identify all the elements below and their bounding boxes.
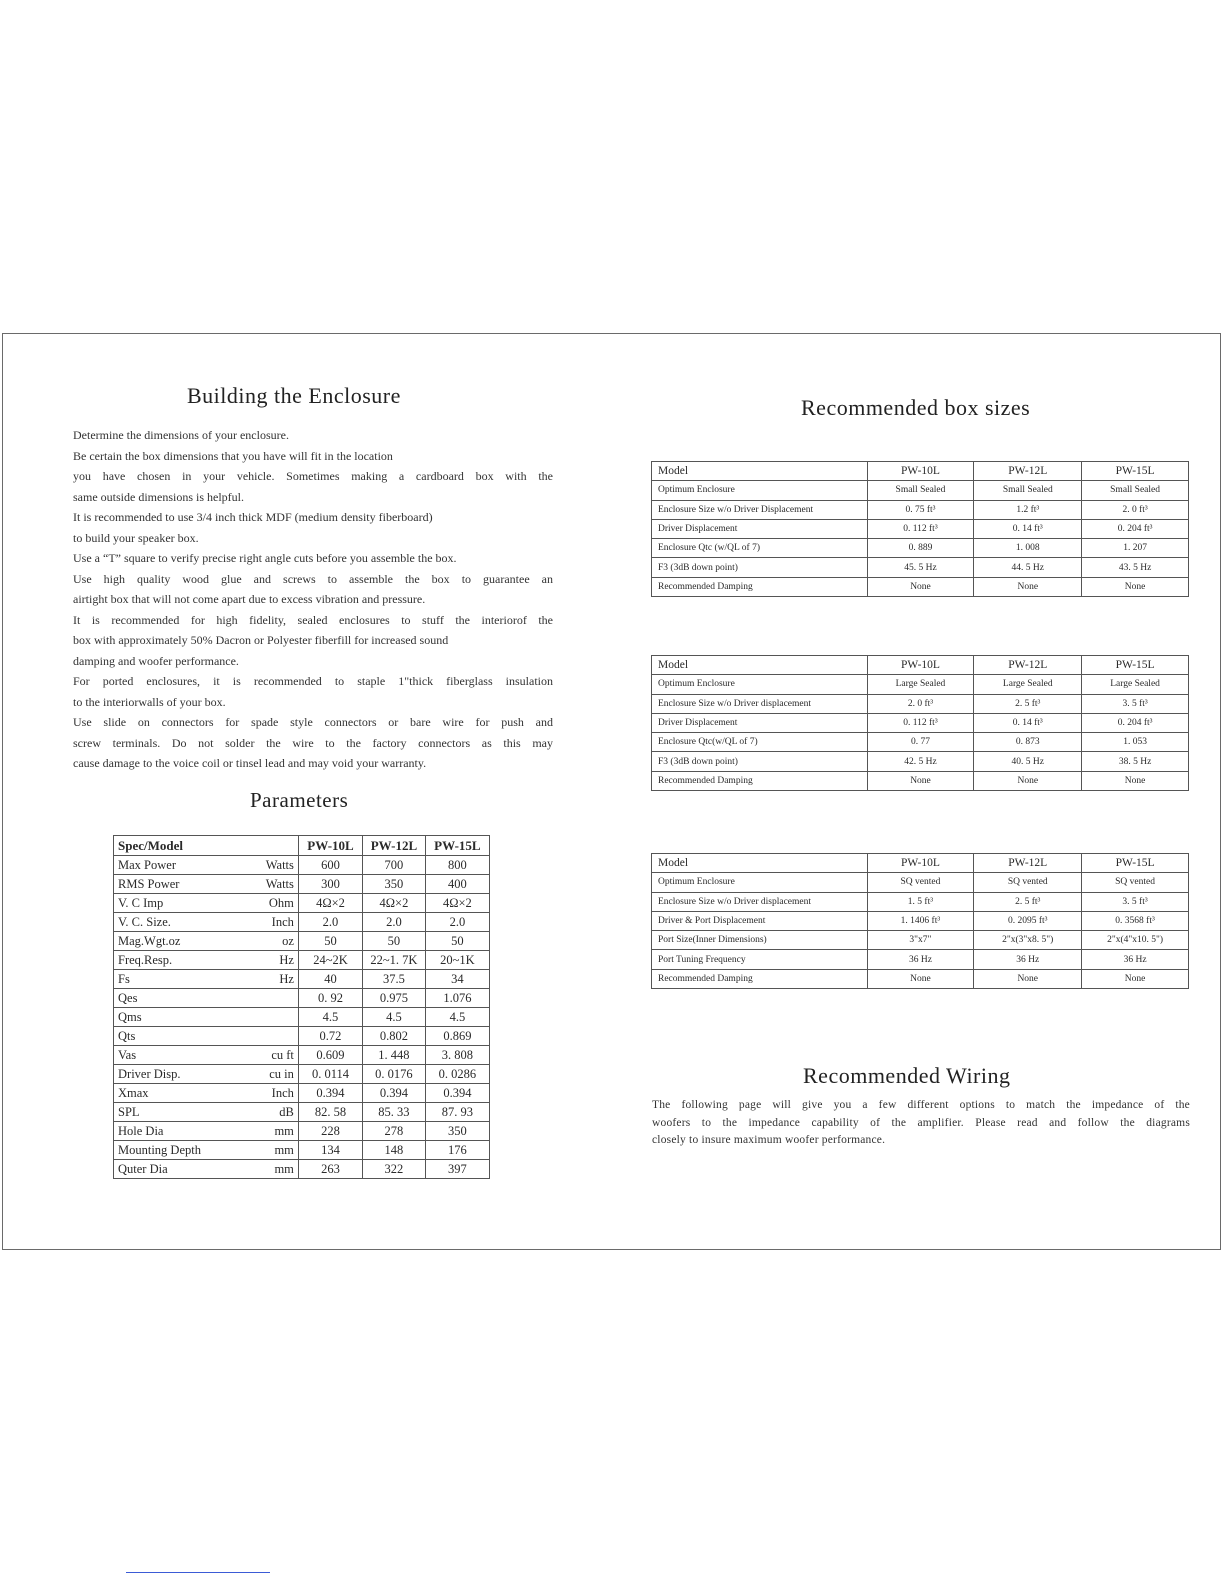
row-value: 0. 112 ft³	[867, 519, 974, 538]
spec-value: 37.5	[363, 970, 426, 989]
spec-value: 2.0	[298, 913, 362, 932]
table-row	[114, 932, 490, 951]
row-value: 0. 204 ft³	[1082, 713, 1189, 732]
row-value: 45. 5 Hz	[867, 558, 974, 577]
instruction-line: It is recommended to use 3/4 inch thick MDF (medium density fiberboard)	[73, 510, 433, 524]
row-value: 0. 2095 ft³	[974, 911, 1082, 930]
header-cell: Model	[652, 462, 868, 481]
header-cell: PW-15L	[1082, 656, 1189, 675]
instruction-line: For ported enclosures, it is recommended to staple 1"thick fiberglass insulation	[73, 674, 553, 688]
spec-value: 263	[298, 1160, 362, 1179]
wiring-line: closely to insure maximum woofer performance.	[652, 1134, 886, 1146]
spec-value: 0.394	[425, 1084, 489, 1103]
row-value: 0. 14 ft³	[974, 519, 1082, 538]
spec-unit: Hz	[248, 970, 299, 989]
spec-unit: Inch	[248, 1084, 299, 1103]
row-value: 2"x(3"x8. 5")	[974, 931, 1082, 950]
spec-label: Qes	[114, 989, 299, 1008]
spec-value: 0.609	[298, 1046, 362, 1065]
spec-value: 228	[298, 1122, 362, 1141]
row-value: 0. 77	[867, 733, 974, 752]
row-value: 2. 5 ft³	[974, 694, 1082, 713]
spec-unit: mm	[248, 1160, 299, 1179]
header-cell: Model	[652, 854, 868, 873]
row-label: Port Size(Inner Dimensions)	[652, 931, 868, 950]
wiring-description	[652, 1097, 1190, 1150]
spec-value: 1. 448	[363, 1046, 426, 1065]
parameters-table	[113, 835, 490, 1179]
table-header-row	[114, 836, 490, 856]
header-cell: PW-10L	[867, 656, 974, 675]
table-row	[114, 894, 490, 913]
instruction-line: damping and woofer performance.	[73, 653, 239, 668]
row-value: Small Sealed	[974, 481, 1082, 500]
spec-value: 85. 33	[363, 1103, 426, 1122]
spec-value: 278	[363, 1122, 426, 1141]
spec-label: SPL	[114, 1103, 248, 1122]
spec-label: Vas	[114, 1046, 248, 1065]
row-label: F3 (3dB down point)	[652, 558, 868, 577]
header-model: PW-12L	[363, 836, 426, 856]
table-row	[114, 1065, 490, 1084]
wiring-line: The following page will give you a few different options to match the impedance of the	[652, 1099, 1190, 1111]
instruction-line: Use high quality wood glue and screws to assemble the box to guarantee an	[73, 571, 553, 586]
row-value: 0. 14 ft³	[974, 713, 1082, 732]
header-cell: PW-15L	[1082, 462, 1189, 481]
table-row	[114, 875, 490, 894]
row-label: Recommended Damping	[652, 577, 868, 596]
row-value: Large Sealed	[867, 675, 974, 694]
spec-value: 176	[425, 1141, 489, 1160]
table-row	[114, 951, 490, 970]
instruction-line: you have chosen in your vehicle. Sometimes making a cardboard box with the	[73, 469, 553, 483]
table-row	[114, 1160, 490, 1179]
instruction-line: same outside dimensions is helpful.	[73, 489, 244, 504]
row-value: None	[974, 771, 1082, 790]
spec-value: 2.0	[425, 913, 489, 932]
spec-unit: Watts	[248, 856, 299, 875]
spec-unit: mm	[248, 1122, 299, 1141]
spec-value: 3. 808	[425, 1046, 489, 1065]
row-label: Enclosure Size w/o Driver displacement	[652, 892, 868, 911]
row-value: None	[867, 771, 974, 790]
row-value: SQ vented	[974, 873, 1082, 892]
spec-value: 322	[363, 1160, 426, 1179]
spec-value: 0.394	[298, 1084, 362, 1103]
spec-label: Qts	[114, 1027, 299, 1046]
row-label: Optimum Enclosure	[652, 675, 868, 694]
row-value: 43. 5 Hz	[1082, 558, 1189, 577]
instruction-line: screw terminals. Do not solder the wire to the factory connectors as this may	[73, 735, 553, 750]
table-row	[652, 931, 1189, 950]
header-cell: PW-10L	[867, 854, 974, 873]
spec-label: Quter Dia	[114, 1160, 248, 1179]
row-value: 40. 5 Hz	[974, 752, 1082, 771]
box-sizes-title: Recommended box sizes	[801, 395, 1031, 420]
header-cell: PW-12L	[974, 656, 1082, 675]
table-row	[652, 873, 1189, 892]
row-value: 1. 1406 ft³	[867, 911, 974, 930]
row-label: Driver & Port Displacement	[652, 911, 868, 930]
row-value: Small Sealed	[867, 481, 974, 500]
spec-value: 0. 0114	[298, 1065, 362, 1084]
row-value: Large Sealed	[974, 675, 1082, 694]
table-row	[652, 733, 1189, 752]
table-row	[114, 1103, 490, 1122]
table-row	[652, 950, 1189, 969]
table-row	[114, 989, 490, 1008]
spec-value: 0. 0176	[363, 1065, 426, 1084]
spec-value: 40	[298, 970, 362, 989]
spec-value: 82. 58	[298, 1103, 362, 1122]
spec-label: V. C. Size.	[114, 913, 248, 932]
spec-unit: cu in	[248, 1065, 299, 1084]
spec-label: Qms	[114, 1008, 299, 1027]
table-row	[652, 500, 1189, 519]
spec-label: Freq.Resp.	[114, 951, 248, 970]
table-row	[114, 970, 490, 989]
table-row	[114, 1027, 490, 1046]
row-value: 0. 204 ft³	[1082, 519, 1189, 538]
row-value: 2. 0 ft³	[1082, 500, 1189, 519]
row-value: None	[1082, 969, 1189, 988]
row-value: 1. 5 ft³	[867, 892, 974, 911]
instruction-line: to the interiorwalls of your box.	[73, 694, 226, 709]
table-row	[652, 892, 1189, 911]
table-row	[652, 558, 1189, 577]
row-value: None	[974, 969, 1082, 988]
row-label: Enclosure Size w/o Driver displacement	[652, 694, 868, 713]
table-row	[114, 913, 490, 932]
instruction-line: Be certain the box dimensions that you have will fit in the location	[73, 448, 393, 463]
row-value: 1. 008	[974, 539, 1082, 558]
header-cell: Model	[652, 656, 868, 675]
row-label: Optimum Enclosure	[652, 873, 868, 892]
spec-value: 148	[363, 1141, 426, 1160]
row-value: SQ vented	[1082, 873, 1189, 892]
row-label: Recommended Damping	[652, 771, 868, 790]
row-value: None	[867, 969, 974, 988]
table-row	[652, 519, 1189, 538]
spec-value: 800	[425, 856, 489, 875]
row-value: 1. 207	[1082, 539, 1189, 558]
table-row	[652, 481, 1189, 500]
instruction-line: Determine the dimensions of your enclosure.	[73, 428, 289, 442]
header-cell: PW-15L	[1082, 854, 1189, 873]
row-value: None	[974, 577, 1082, 596]
row-value: 36 Hz	[974, 950, 1082, 969]
row-value: 0. 112 ft³	[867, 713, 974, 732]
enclosure-title: Building the Enclosure	[187, 383, 401, 408]
link-underline	[126, 1572, 270, 1573]
row-value: None	[1082, 771, 1189, 790]
table-row	[652, 713, 1189, 732]
row-label: Optimum Enclosure	[652, 481, 868, 500]
row-value: 36 Hz	[867, 950, 974, 969]
spec-value: 50	[425, 932, 489, 951]
instruction-line: Use slide on connectors for spade style connectors or bare wire for push and	[73, 715, 553, 729]
spec-unit: Ohm	[248, 894, 299, 913]
row-label: F3 (3dB down point)	[652, 752, 868, 771]
row-label: Driver Displacement	[652, 519, 868, 538]
spec-label: Hole Dia	[114, 1122, 248, 1141]
parameters-title: Parameters	[250, 788, 349, 812]
spec-value: 0. 92	[298, 989, 362, 1008]
spec-value: 0.802	[363, 1027, 426, 1046]
instruction-line: Use a “T” square to verify precise right angle cuts before you assemble the box.	[73, 551, 457, 565]
spec-value: 134	[298, 1141, 362, 1160]
spec-value: 700	[363, 856, 426, 875]
table-header-row	[652, 656, 1189, 675]
enclosure-instructions	[73, 425, 553, 774]
spec-label: Mag.Wgt.oz	[114, 932, 248, 951]
row-value: 2. 0 ft³	[867, 694, 974, 713]
table-row	[652, 577, 1189, 596]
spec-label: Mounting Depth	[114, 1141, 248, 1160]
spec-value: 350	[363, 875, 426, 894]
spec-value: 397	[425, 1160, 489, 1179]
table-row	[114, 856, 490, 875]
header-model: PW-15L	[425, 836, 489, 856]
spec-value: 0.975	[363, 989, 426, 1008]
table-header-row	[652, 462, 1189, 481]
table-row	[114, 1122, 490, 1141]
spec-unit: Watts	[248, 875, 299, 894]
row-label: Enclosure Size w/o Driver Displacement	[652, 500, 868, 519]
instruction-line: cause damage to the voice coil or tinsel lead and may void your warranty.	[73, 756, 427, 770]
spec-label: Xmax	[114, 1084, 248, 1103]
spec-value: 400	[425, 875, 489, 894]
spec-value: 600	[298, 856, 362, 875]
row-value: 0. 75 ft³	[867, 500, 974, 519]
spec-label: RMS Power	[114, 875, 248, 894]
box-size-table-small-sealed	[651, 461, 1189, 597]
spec-value: 4.5	[363, 1008, 426, 1027]
box-size-table-large-sealed	[651, 655, 1189, 791]
table-row	[652, 771, 1189, 790]
table-row	[652, 539, 1189, 558]
row-value: 0. 873	[974, 733, 1082, 752]
row-value: 36 Hz	[1082, 950, 1189, 969]
row-value: 0. 3568 ft³	[1082, 911, 1189, 930]
table-row	[114, 1084, 490, 1103]
row-value: 2"x(4"x10. 5")	[1082, 931, 1189, 950]
spec-value: 0. 0286	[425, 1065, 489, 1084]
row-value: Large Sealed	[1082, 675, 1189, 694]
instruction-line: box with approximately 50% Dacron or Polyester fiberfill for increased sound	[73, 633, 449, 647]
spec-value: 4Ω×2	[363, 894, 426, 913]
spec-value: 4Ω×2	[425, 894, 489, 913]
spec-value: 0.394	[363, 1084, 426, 1103]
row-label: Port Tuning Frequency	[652, 950, 868, 969]
row-value: 2. 5 ft³	[974, 892, 1082, 911]
wiring-line: woofers to the impedance capability of the amplifier. Please read and follow the diagrams	[652, 1116, 1190, 1129]
spec-value: 300	[298, 875, 362, 894]
spec-value: 0.869	[425, 1027, 489, 1046]
spec-value: 24~2K	[298, 951, 362, 970]
table-row	[652, 752, 1189, 771]
table-row	[114, 1008, 490, 1027]
table-row	[652, 675, 1189, 694]
row-value: 0. 889	[867, 539, 974, 558]
spec-value: 0.72	[298, 1027, 362, 1046]
table-row	[652, 969, 1189, 988]
row-value: None	[867, 577, 974, 596]
row-value: 44. 5 Hz	[974, 558, 1082, 577]
instruction-line: It is recommended for high fidelity, sealed enclosures to stuff the interiorof the	[73, 612, 553, 627]
spec-unit: cu ft	[248, 1046, 299, 1065]
row-value: None	[1082, 577, 1189, 596]
spec-value: 20~1K	[425, 951, 489, 970]
header-cell: PW-10L	[867, 462, 974, 481]
instruction-line: airtight box that will not come apart due to excess vibration and pressure.	[73, 592, 426, 606]
spec-label: Max Power	[114, 856, 248, 875]
instruction-line: to build your speaker box.	[73, 530, 199, 545]
header-spec: Spec/Model	[114, 836, 299, 856]
spec-unit: mm	[248, 1141, 299, 1160]
spec-value: 4.5	[298, 1008, 362, 1027]
table-row	[114, 1141, 490, 1160]
header-cell: PW-12L	[974, 854, 1082, 873]
spec-value: 1.076	[425, 989, 489, 1008]
spec-value: 2.0	[363, 913, 426, 932]
spec-unit: Inch	[248, 913, 299, 932]
row-value: SQ vented	[867, 873, 974, 892]
row-value: 3"x7"	[867, 931, 974, 950]
table-header-row	[652, 854, 1189, 873]
spec-label: Fs	[114, 970, 248, 989]
row-value: 3. 5 ft³	[1082, 892, 1189, 911]
spec-value: 34	[425, 970, 489, 989]
row-value: 42. 5 Hz	[867, 752, 974, 771]
table-row	[652, 694, 1189, 713]
spec-unit: Hz	[248, 951, 299, 970]
spec-value: 50	[298, 932, 362, 951]
spec-unit: oz	[248, 932, 299, 951]
row-value: 3. 5 ft³	[1082, 694, 1189, 713]
row-label: Enclosure Qtc(w/QL of 7)	[652, 733, 868, 752]
spec-value: 22~1. 7K	[363, 951, 426, 970]
spec-value: 350	[425, 1122, 489, 1141]
row-label: Enclosure Qtc (w/QL of 7)	[652, 539, 868, 558]
spec-value: 87. 93	[425, 1103, 489, 1122]
row-value: Small Sealed	[1082, 481, 1189, 500]
row-label: Recommended Damping	[652, 969, 868, 988]
spec-label: Driver Disp.	[114, 1065, 248, 1084]
table-row	[652, 911, 1189, 930]
spec-value: 4.5	[425, 1008, 489, 1027]
header-model: PW-10L	[298, 836, 362, 856]
wiring-title: Recommended Wiring	[803, 1063, 1011, 1088]
header-cell: PW-12L	[974, 462, 1082, 481]
spec-unit: dB	[248, 1103, 299, 1122]
row-value: 1. 053	[1082, 733, 1189, 752]
row-label: Driver Displacement	[652, 713, 868, 732]
table-row	[114, 1046, 490, 1065]
row-value: 1.2 ft³	[974, 500, 1082, 519]
spec-value: 4Ω×2	[298, 894, 362, 913]
row-value: 38. 5 Hz	[1082, 752, 1189, 771]
spec-value: 50	[363, 932, 426, 951]
spec-label: V. C Imp	[114, 894, 248, 913]
box-size-table-vented	[651, 853, 1189, 989]
